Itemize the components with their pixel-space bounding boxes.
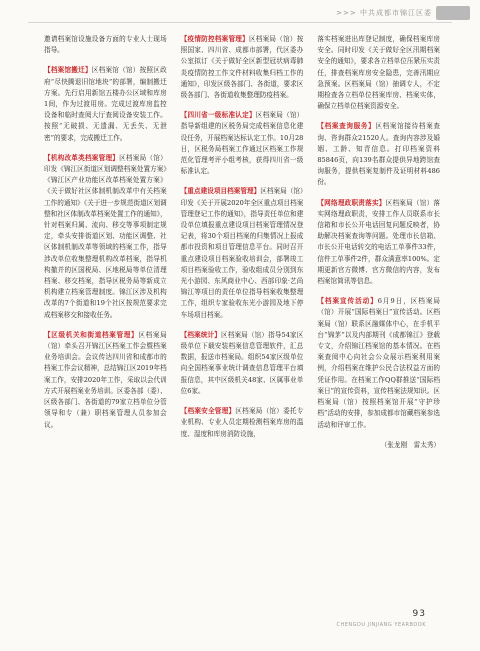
header-title: >>> 中共成都市锦江区委 [336,9,432,17]
section-tag: 【机构改革类档案管理】 [44,153,120,162]
paragraph-text: 区档案局（馆）指导54家区级单位下载安装档案信息管理软件，汇总数据，报送市档案局。组织54家区级单位向全国档案事业统计调查信息管理平台填报信息，其中区级机关48家、区属事业单位6家。 [180,330,304,395]
paragraph-text: 区档案局（馆）印发《关于开展2020年全区重点项目档案管理登记工作的通知》，指导责任单位和建设单位填报重点建设项目档案管理情况登记表，将30个项目档案的归集情况上报成都市投资和项目管理信息平台。同时召开重点建设项目档案验收培训会，部署竣工项目档案验收工作，验收组成员分别到东光小游园、东风商业中心、西部印象·艺尚锦江等项目的责任单位指导档案收集整理工作，组织专家验收东光小游园及地下停车场项目档案。 [180,187,304,319]
author-signature: （张龙刚 雷太秀） [380,440,441,449]
column-2 [181,34,304,600]
section-tag: 【档案馆搬迁】 [44,66,92,75]
paragraph [181,406,304,440]
paragraph-text: 区档案局（馆）委托专业机构、专业人员定期检测档案库房的温度、湿度和库房消防设施， [180,407,304,438]
article-body [44,34,440,600]
paragraph [317,34,440,112]
paragraph-text: 区档案局（馆）按照国家、四川省、成都市部署，代区委办公室拟订《关于做好全区新型冠状病毒肺炎疫情防控工作文件材料收集归档工作的通知》，印发区级各部门、各街道，要求区级各部门、各街道收集整理防疫档案。 [180,35,304,100]
paragraph-text: 区档案馆接待档案查询、咨询群众21520人。查询内容涉及婚姻、工龄、知青信息。打印档案资料85846页，向139名群众提供异地跨馆查询服务，提供档案复制件及证明材料486份。 [317,122,441,187]
section-tag: 【区级机关和街道档案管理】 [44,330,139,339]
paragraph-text: 区档案局（馆）牵头召开锦江区档案工作会暨档案业务培训会。会议传达四川省和成都市的档案工作会议精神，总结锦江区2019年档案工作，安排2020年工作，采取以会代训方式开展档案业务培训。区委各部（委）、区级各部门、各街道的79家立档单位分管领导和专（兼）职档案管理人员参加会议。 [44,330,167,429]
footer-text: CHENGDU JINJIANG YEARBOOK [336,622,426,628]
section-tag: 【疫情防控档案管理】 [180,35,249,43]
paragraph [181,34,304,101]
page-number: 93 [412,609,426,619]
running-header [300,5,470,21]
column-3 [317,34,440,600]
paragraph-text: 区档案馆（馆）按照区政府“尽快腾退旧馆地块”的部署，编制搬迁方案。先行启用新馆五楼办公区域和库房1间，作为过渡用房。完成过渡库房监控设备和临时查阅大厅查阅设备安装工作。按照“无破损、无遗漏、无丢失、无泄密”的要求，完成搬迁工作。 [44,66,167,142]
paragraph [44,330,167,431]
paragraph [44,34,167,56]
section-tag: 【四川省一级标准认定】 [180,111,256,120]
paragraph-text: 落实档案进出库登记制度，确保档案库房安全。同时印发《关于做好全区汛期档案安全的通知》，要求各立档单位压紧压实责任，排查档案库房安全隐患，完善汛期应急预案。区档案局（馆）抽调专人，不定期检查各立档单位档案库房、档案实体，确保立档单位档案资源安全。 [317,35,441,111]
paragraph [181,110,304,177]
paragraph [317,121,440,188]
paragraph [317,198,440,288]
section-tag: 【档案查询服务】 [317,122,376,131]
paragraph-text: 区档案局（馆）落实网络理政职责，安排工作人员联系市长信箱和市长公开电话回复问题反映者，协助解决档案查询等问题。处理市长信箱、市长公开电话转交的电话工单事件33件，信件工单事件2件，群众满意率100%。定期更新官方微博、官方微信的内容，发布档案馆简讯等信息。 [317,198,441,286]
header-logo-block [436,6,470,20]
column-1 [44,34,167,600]
paragraph-text: 区档案局（馆）印发《锦江区街道区划调整档案处置方案》《锦江区产业功能区改革档案处置方案》《关于做好社区体制机制改革中有关档案工作的通知》《关于进一步规范街道区划调整和社区体制改革档案处置工作的通知》，针对档案归属、流向、移交等事项制定规定，牵头安排街道区划、功能区调整、社区体制机制改革等领域的档案工作，指导涉改单位收集整理机构改革档案，指导机构撤并的区国税局、区地税局等单位清理档案、移交档案，指导区税务局等新成立机构建立档案管理制度。锦江区涉及机构改革的7个街道和19个社区按规范要求完成档案移交和接收任务。 [44,153,167,319]
paragraph [317,296,440,430]
paragraph [181,186,304,320]
paragraph-text: 区档案局（馆）指导新组建的区税务局完成档案信息化建设任务，开展档案达标认定工作。10月28日，区税务局档案工作通过区档案工作规范化管理考评小组考核，获得四川省一级标准认定。 [180,111,304,176]
paragraph [181,330,304,397]
paragraph [44,65,167,143]
paragraph-text: 邀请档案馆设施设备方面的专业人士现场指导。 [44,35,167,55]
header-rule [28,22,452,23]
section-tag: 【档案统计】 [180,330,222,339]
section-tag: 【档案安全管理】 [180,407,236,416]
section-tag: 【重点建设项目档案管理】 [180,187,261,196]
paragraph [44,153,167,321]
paragraph-text: 6月9日，区档案局（馆）开展“国际档案日”宣传活动。区档案局（馆）联系区融媒体中心，在手机平台“锦茅”以及内部期刊《成都锦江》登载专文，介绍锦江档案馆的基本情况。在档案查阅中心向社会公众展示档案利用案例，介绍档案在维护公民合法权益方面的凭证作用。在档案工作QQ群推送“国际档案日”的宣传资料，宣传档案法规知识。区档案局（馆）按照档案馆开展“守护珍档”活动的安排，参加成都市馆藏档案参选活动和评审工作。 [317,297,441,429]
section-tag: 【网络理政职责落实】 [317,198,386,207]
section-tag: 【档案宣传活动】 [317,297,378,306]
